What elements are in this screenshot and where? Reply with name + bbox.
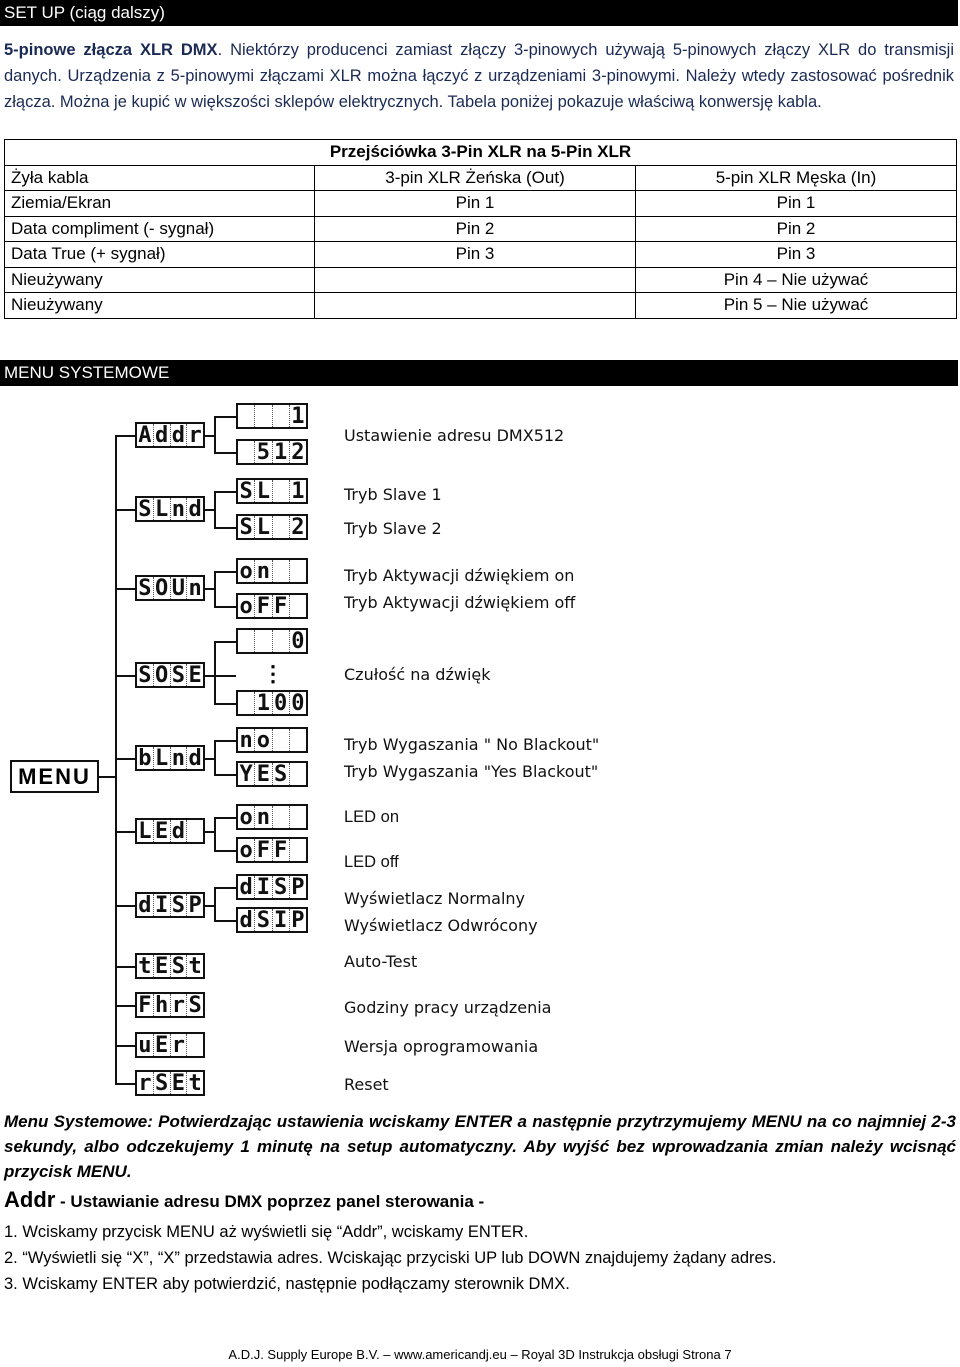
lcd-sub-dsip: d S I P bbox=[236, 907, 308, 933]
connector-line bbox=[214, 416, 216, 453]
xlr-conversion-table bbox=[4, 139, 957, 319]
table-cell: Data True (+ sygnał) bbox=[5, 242, 315, 268]
table-cell: 3-pin XLR Żeńska (Out) bbox=[315, 165, 636, 191]
lcd-sub-off: o F F bbox=[236, 593, 308, 619]
connector-line bbox=[214, 887, 236, 889]
lcd-menu-slnd: S L n d bbox=[135, 496, 205, 522]
diagram-label: Tryb Wygaszania "Yes Blackout" bbox=[344, 762, 599, 781]
intro-paragraph bbox=[4, 37, 954, 115]
lcd-menu-rset: r S E t bbox=[135, 1070, 205, 1096]
lcd-sub-off: o F F bbox=[236, 837, 308, 863]
diagram-label: Wyświetlacz Normalny bbox=[344, 889, 526, 908]
step-item: 2. “Wyświetli się “X”, “X” przedstawia adres. Wciskając przyciski UP lub DOWN znajdujemy żądany adres. bbox=[4, 1249, 777, 1267]
table-cell bbox=[315, 293, 636, 319]
table-cell: Pin 4 – Nie używać bbox=[636, 267, 957, 293]
intro-lead: 5-pinowe złącza XLR DMX bbox=[4, 41, 218, 59]
lcd-menu-fhrs: F h r S bbox=[135, 992, 205, 1018]
lcd-sub-100: 1 0 0 bbox=[236, 690, 308, 716]
table-cell: Nieużywany bbox=[5, 293, 315, 319]
lcd-menu-test: t E S t bbox=[135, 953, 205, 979]
connector-line bbox=[205, 509, 215, 511]
table-row bbox=[5, 216, 957, 242]
lcd-sub-sl2: S L 2 bbox=[236, 514, 308, 540]
table-cell: Pin 1 bbox=[636, 191, 957, 217]
table-cell: Pin 1 bbox=[315, 191, 636, 217]
connector-line bbox=[115, 1045, 135, 1047]
table-cell: Pin 5 – Nie używać bbox=[636, 293, 957, 319]
connector-line bbox=[115, 435, 135, 437]
connector-line bbox=[214, 774, 236, 776]
connector-line bbox=[205, 831, 215, 833]
lcd-menu-soun: S O U n bbox=[135, 575, 205, 601]
table-title: Przejściówka 3-Pin XLR na 5-Pin XLR bbox=[5, 140, 957, 166]
diagram-label: LED off bbox=[344, 853, 399, 871]
table-row bbox=[5, 267, 957, 293]
lcd-sub-disp: d I S P bbox=[236, 874, 308, 900]
connector-line bbox=[115, 966, 135, 968]
section-header-system-menu: MENU SYSTEMOWE bbox=[0, 360, 958, 386]
connector-line bbox=[205, 758, 215, 760]
lcd-menu-addr: A d d r bbox=[135, 422, 205, 448]
table-cell: Pin 2 bbox=[315, 216, 636, 242]
connector-line bbox=[214, 571, 236, 573]
diagram-label: Tryb Aktywacji dźwiękiem on bbox=[344, 566, 575, 585]
table-cell: Pin 3 bbox=[315, 242, 636, 268]
connector-line bbox=[214, 675, 236, 677]
addr-code: Addr bbox=[4, 1187, 56, 1212]
lcd-menu-uer: u E r bbox=[135, 1032, 205, 1058]
connector-line bbox=[214, 920, 236, 922]
lcd-sub-on: o n bbox=[236, 558, 308, 584]
table-row bbox=[5, 242, 957, 268]
connector-line bbox=[115, 905, 135, 907]
table-cell: Pin 2 bbox=[636, 216, 957, 242]
diagram-label: Tryb Slave 1 bbox=[344, 485, 442, 504]
table-row bbox=[5, 293, 957, 319]
connector-line bbox=[115, 675, 135, 677]
diagram-label: Auto-Test bbox=[344, 952, 418, 971]
menu-root-box: MENU bbox=[10, 760, 99, 793]
lcd-sub-1: 1 bbox=[236, 403, 308, 429]
connector-line bbox=[214, 571, 216, 607]
connector-line bbox=[115, 758, 135, 760]
diagram-label: Godziny pracy urządzenia bbox=[344, 998, 552, 1017]
lcd-menu-led: L E d bbox=[135, 818, 205, 844]
diagram-label: Ustawienie adresu DMX512 bbox=[344, 426, 565, 445]
lcd-menu-blnd: b L n d bbox=[135, 745, 205, 771]
table-cell: Nieużywany bbox=[5, 267, 315, 293]
addr-heading bbox=[4, 1187, 484, 1213]
connector-line bbox=[214, 452, 236, 454]
diagram-label: Wyświetlacz Odwrócony bbox=[344, 916, 538, 935]
diagram-label: Tryb Aktywacji dźwiękiem off bbox=[344, 593, 576, 612]
step-item: 3. Wciskamy ENTER aby potwierdzić, następnie podłączamy sterownik DMX. bbox=[4, 1275, 570, 1293]
lcd-sub-0: 0 bbox=[236, 628, 308, 654]
connector-line bbox=[205, 675, 215, 677]
diagram-label: Wersja oprogramowania bbox=[344, 1037, 539, 1056]
connector-line bbox=[214, 641, 216, 704]
connector-line bbox=[214, 491, 236, 493]
connector-line bbox=[214, 740, 236, 742]
diagram-label: Czułość na dźwięk bbox=[344, 665, 491, 684]
connector-line bbox=[214, 641, 236, 643]
section-header-setup: SET UP (ciąg dalszy) bbox=[0, 0, 958, 26]
connector-line bbox=[115, 588, 135, 590]
table-row bbox=[5, 191, 957, 217]
connector-line bbox=[214, 703, 236, 705]
connector-line bbox=[214, 491, 216, 528]
diagram-label: Tryb Wygaszania " No Blackout" bbox=[344, 735, 600, 754]
lcd-sub-sl1: S L 1 bbox=[236, 478, 308, 504]
table-title-row bbox=[5, 140, 957, 166]
diagram-label: Tryb Slave 2 bbox=[344, 519, 442, 538]
diagram-label: LED on bbox=[344, 808, 400, 826]
diagram-label: Reset bbox=[344, 1075, 389, 1094]
intro-text: . Niektórzy producenci zamiast złączy 3-pinowych używają 5-pinowych złączy XLR do transmisji danych. Urządzenia z 5-pinowymi złączami XLR można łączyć z urządzeniami 3-pinowymi. Należy wtedy zastosować pośrednik złącza. Można je kupić w większości sklepów elektrycznych. Tabela poniżej pokazuje właściwą konwersję kabla. bbox=[4, 41, 954, 111]
connector-line bbox=[214, 817, 236, 819]
step-item: 1. Wciskamy przycisk MENU aż wyświetli się “Addr”, wciskamy ENTER. bbox=[4, 1223, 529, 1241]
connector-line bbox=[205, 588, 215, 590]
lcd-menu-sose: S O S E bbox=[135, 662, 205, 688]
connector-line bbox=[214, 740, 216, 775]
table-cell: Data compliment (- sygnał) bbox=[5, 216, 315, 242]
lcd-sub-yes: Y E S bbox=[236, 761, 308, 787]
connector-line bbox=[214, 416, 236, 418]
table-row bbox=[5, 165, 957, 191]
table-cell bbox=[315, 267, 636, 293]
connector-line bbox=[214, 527, 236, 529]
connector-line bbox=[214, 817, 216, 851]
connector-line bbox=[115, 831, 135, 833]
connector-line bbox=[115, 1083, 135, 1085]
connector-line bbox=[205, 435, 215, 437]
connector-line bbox=[99, 776, 115, 778]
connector-line bbox=[115, 509, 135, 511]
addr-title: - Ustawianie adresu DMX poprzez panel sterowania - bbox=[55, 1192, 485, 1211]
lcd-sub-512: 5 1 2 bbox=[236, 439, 308, 465]
table-cell: Żyła kabla bbox=[5, 165, 315, 191]
lcd-sub-no: n o bbox=[236, 727, 308, 753]
ellipsis-dots: ⋮ bbox=[262, 661, 284, 686]
system-menu-note: Menu Systemowe: Potwierdzając ustawienia wciskamy ENTER a następnie przytrzymujemy MENU na co najmniej 2-3 sekundy, albo odczekujemy 1 minutę na setup automatyczny. Aby wyjść bez wprowadzania zmian należy wcisnąć przycisk MENU. bbox=[4, 1112, 956, 1181]
connector-line bbox=[205, 905, 215, 907]
connector-line bbox=[214, 850, 236, 852]
table-cell: 5-pin XLR Męska (In) bbox=[636, 165, 957, 191]
connector-line bbox=[214, 887, 216, 921]
lcd-sub-on: o n bbox=[236, 804, 308, 830]
lcd-menu-disp: d I S P bbox=[135, 892, 205, 918]
addr-steps bbox=[4, 1219, 777, 1297]
connector-line bbox=[115, 1005, 135, 1007]
connector-line bbox=[214, 606, 236, 608]
table-cell: Pin 3 bbox=[636, 242, 957, 268]
page-footer: A.D.J. Supply Europe B.V. – www.americandj.eu – Royal 3D Instrukcja obsługi Strona 7 bbox=[228, 1347, 732, 1362]
connector-line bbox=[115, 435, 117, 1084]
table-cell: Ziemia/Ekran bbox=[5, 191, 315, 217]
